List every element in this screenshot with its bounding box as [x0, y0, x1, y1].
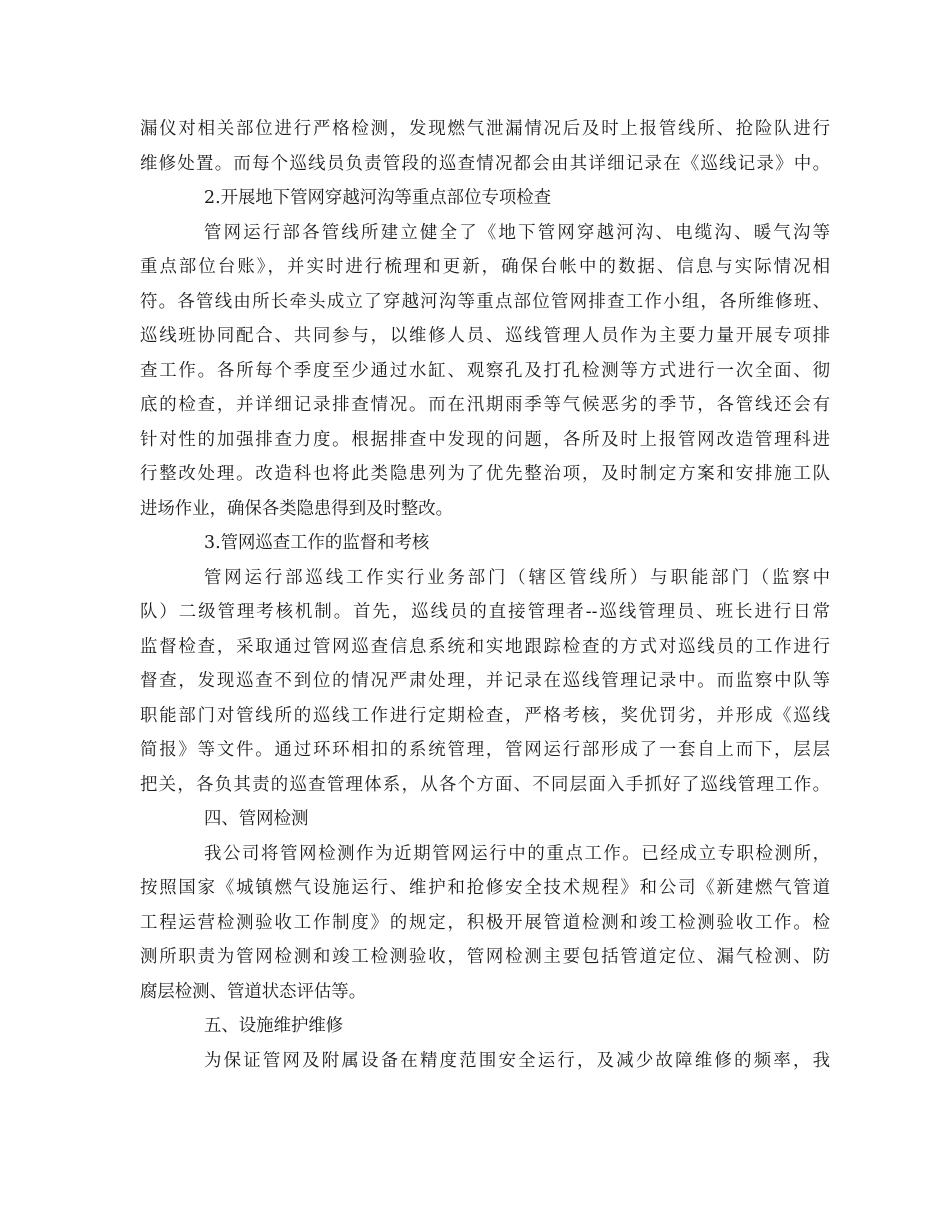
body-line: 行整改处理。改造科也将此类隐患列为了优先整治项，及时制定方案和安排施工队: [140, 464, 830, 484]
body-line: 工程运营检测验收工作制度》的规定，积极开展管道检测和竣工检测验收工作。检: [140, 912, 830, 933]
body-line: 职能部门对管线所的巡线工作进行定期检查，严格考核，奖优罚劣，并形成《巡线: [140, 705, 830, 726]
paragraph-first-line: 管网运行部各管线所建立健全了《地下管网穿越河沟、电缆沟、暖气沟等: [204, 222, 830, 243]
section-heading: 3.管网巡查工作的监督和考核: [204, 533, 430, 553]
body-line: 按照国家《城镇燃气设施运行、维护和抢修安全技术规程》和公司《新建燃气管道: [140, 878, 830, 898]
section-heading: 五、设施维护维修: [204, 1016, 344, 1036]
paragraph-first-line: 为保证管网及附属设备在精度范围安全运行，及减少故障维修的频率，我: [204, 1050, 830, 1071]
paragraph-first-line: 我公司将管网检测作为近期管网运行中的重点工作。已经成立专职检测所，: [204, 843, 830, 864]
body-line: 底的检查，并详细记录排查情况。而在汛期雨季等气候恶劣的季节，各管线还会有: [140, 395, 830, 415]
body-line: 督查，发现巡查不到位的情况严肃处理，并记录在巡线管理记录中。而监察中队等: [140, 671, 830, 691]
paragraph-last-line: 腐层检测、管道状态评估等。: [140, 981, 367, 1002]
body-line: 测所职责为管网检测和竣工检测验收，管网检测主要包括管道定位、漏气检测、防: [140, 947, 830, 967]
body-line: 针对性的加强排查力度。根据排查中发现的问题，各所及时上报管网改造管理科进: [140, 429, 830, 450]
body-line: 把关，各负其责的巡查管理体系，从各个方面、不同层面入手抓好了巡线管理工作。: [140, 774, 830, 795]
body-line: 符。各管线由所长牵头成立了穿越河沟等重点部位管网排查工作小组，各所维修班、: [140, 291, 830, 312]
section-heading: 2.开展地下管网穿越河沟等重点部位专项检查: [204, 188, 552, 208]
body-line: 漏仪对相关部位进行严格检测，发现燃气泄漏情况后及时上报管线所、抢险队进行: [140, 119, 830, 139]
body-line: 维修处置。而每个巡线员负责管段的巡查情况都会由其详细记录在《巡线记录》中。: [140, 153, 830, 174]
body-line: 巡线班协同配合、共同参与，以维修人员、巡线管理人员作为主要力量开展专项排: [140, 326, 830, 346]
body-line: 队）二级管理考核机制。首先，巡线员的直接管理者--巡线管理员、班长进行日常: [140, 602, 830, 622]
paragraph-first-line: 管网运行部巡线工作实行业务部门（辖区管线所）与职能部门（监察中: [204, 567, 830, 588]
body-line: 重点部位台账》，并实时进行梳理和更新，确保台帐中的数据、信息与实际情况相: [140, 257, 830, 277]
body-line: 简报》等文件。通过环环相扣的系统管理，管网运行部形成了一套自上而下，层层: [140, 740, 830, 760]
body-line: 监督检查，采取通过管网巡查信息系统和实地跟踪检查的方式对巡线员的工作进行: [140, 636, 830, 657]
paragraph-last-line: 进场作业，确保各类隐患得到及时整改。: [140, 498, 454, 519]
body-line: 查工作。各所每个季度至少通过水缸、观察孔及打孔检测等方式进行一次全面、彻: [140, 360, 830, 381]
document-body: [140, 112, 830, 1078]
section-heading: 四、管网检测: [204, 809, 309, 829]
